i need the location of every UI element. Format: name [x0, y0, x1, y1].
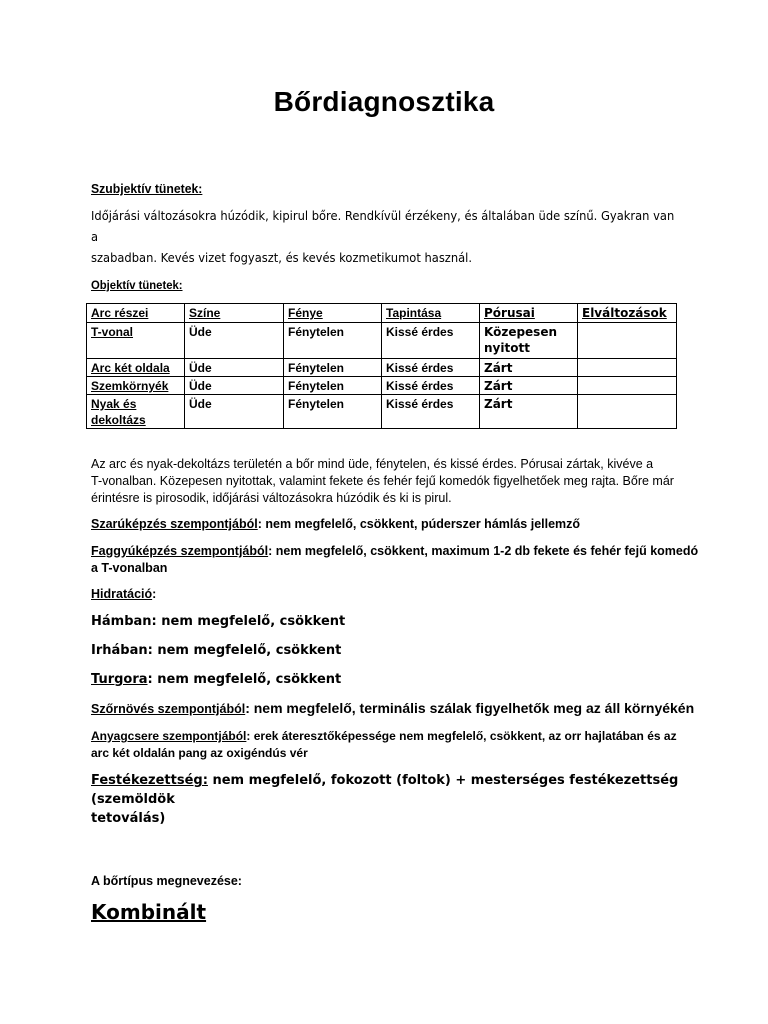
summary-paragraph — [91, 456, 731, 507]
column-header: Fénye — [284, 304, 382, 323]
column-header: Elváltozások — [578, 304, 677, 323]
hidratacio-line — [91, 586, 731, 603]
hamban-label: Hámban — [91, 614, 152, 629]
table-row — [87, 377, 677, 395]
table-row — [87, 323, 677, 359]
table-cell: Kissé érdes — [382, 395, 480, 429]
table-cell: Üde — [185, 359, 284, 377]
objective-table — [86, 303, 677, 429]
subjective-text-line-1: Időjárási változásokra húzódik, kipirul bőre. Rendkívül érzékeny, és általában üde színű. Gyakran van a — [91, 208, 675, 244]
anyagcsere-value: : erek áteresztőképessége nem megfelelő, csökkent, az orr hajlatában és az — [246, 729, 677, 743]
table-cell — [578, 359, 677, 377]
table-cell: Kissé érdes — [382, 323, 480, 359]
festek-label: Festékezettség: — [91, 773, 208, 788]
table-cell — [578, 395, 677, 429]
faggyu-value-line-2: a T-vonalban — [91, 561, 168, 575]
szornoves-line — [91, 700, 751, 718]
table-cell: T-vonal — [87, 323, 185, 359]
anyagcsere-block — [91, 728, 731, 762]
szaru-line — [91, 516, 731, 533]
table-row — [87, 359, 677, 377]
anyagcsere-value-line-2: arc két oldalán pang az oxigéndús vér — [91, 746, 308, 760]
turgora-line — [91, 670, 341, 689]
skin-type-label: A bőrtípus megnevezése: — [91, 874, 242, 888]
table-cell: Üde — [185, 377, 284, 395]
table-cell: Fénytelen — [284, 323, 382, 359]
column-header: Pórusai — [480, 304, 578, 323]
table-cell — [578, 377, 677, 395]
column-header: Színe — [185, 304, 284, 323]
hamban-line — [91, 612, 345, 631]
table-cell: Zárt — [480, 377, 578, 395]
hidratacio-colon: : — [152, 587, 157, 601]
skin-type-value: Kombinált — [91, 900, 207, 924]
subjective-text — [91, 205, 680, 268]
festek-block — [91, 771, 731, 828]
anyagcsere-label: Anyagcsere szempontjából — [91, 729, 247, 743]
szaru-value: : nem megfelelő, csökkent, púderszer hámlás jellemző — [257, 517, 581, 531]
table-cell: Nyak és dekoltázs — [87, 395, 185, 429]
subjective-text-line-2: szabadban. Kevés vizet fogyaszt, és kevés kozmetikumot használ. — [91, 250, 473, 265]
table-cell: Üde — [185, 323, 284, 359]
table-header-row — [87, 304, 677, 323]
table-cell: Üde — [185, 395, 284, 429]
faggyu-label: Faggyúképzés szempontjából — [91, 544, 269, 558]
table-cell: Szemkörnyék — [87, 377, 185, 395]
summary-line-2: T-vonalban. Közepesen nyitottak, valamint fekete és fehér fejű komedók figyelhetőek meg rajta. Bőre már — [91, 474, 674, 488]
objective-heading: Objektív tünetek: — [91, 278, 183, 292]
festek-value: nem megfelelő, fokozott (foltok) + mesterséges festékezettség (szemöldök — [91, 773, 679, 807]
festek-value-line-2: tetoválás) — [91, 811, 166, 826]
faggyu-value: : nem megfelelő, csökkent, maximum 1-2 db fekete és fehér fejű komedó — [268, 544, 699, 558]
irhaban-value: : nem megfelelő, csökkent — [147, 643, 342, 658]
table-cell: Fénytelen — [284, 395, 382, 429]
table-cell: Fénytelen — [284, 359, 382, 377]
table-cell: Kissé érdes — [382, 377, 480, 395]
irhaban-line — [91, 641, 341, 660]
irhaban-label: Irhában — [91, 643, 148, 658]
table-cell: Arc két oldala — [87, 359, 185, 377]
table-cell: Fénytelen — [284, 377, 382, 395]
table-cell — [578, 323, 677, 359]
szaru-label: Szarúképzés szempontjából — [91, 517, 258, 531]
hamban-value: : nem megfelelő, csökkent — [151, 614, 346, 629]
table-row — [87, 395, 677, 429]
szornoves-value: : nem megfelelő, terminális szálak figyelhetők meg az áll környékén — [245, 700, 695, 716]
szornoves-label: Szőrnövés szempontjából — [91, 702, 246, 716]
subjective-heading: Szubjektív tünetek: — [91, 181, 203, 196]
table-cell: Zárt — [480, 395, 578, 429]
column-header: Tapintása — [382, 304, 480, 323]
column-header: Arc részei — [87, 304, 185, 323]
table-cell: Kissé érdes — [382, 359, 480, 377]
table-cell: Közepesen nyitott — [480, 323, 578, 359]
page-title: Bőrdiagnosztika — [273, 86, 495, 117]
turgora-label: Turgora — [91, 672, 148, 687]
summary-line-3: érintésre is pirosodik, időjárási változásokra húzódik és ki is pirul. — [91, 491, 452, 505]
faggyu-block — [91, 543, 731, 577]
hidratacio-label: Hidratáció — [91, 587, 153, 601]
summary-line-1: Az arc és nyak-dekoltázs területén a bőr mind üde, fénytelen, és kissé érdes. Pórusai zártak, kivéve a — [91, 457, 654, 471]
turgora-value: : nem megfelelő, csökkent — [147, 672, 342, 687]
table-cell: Zárt — [480, 359, 578, 377]
